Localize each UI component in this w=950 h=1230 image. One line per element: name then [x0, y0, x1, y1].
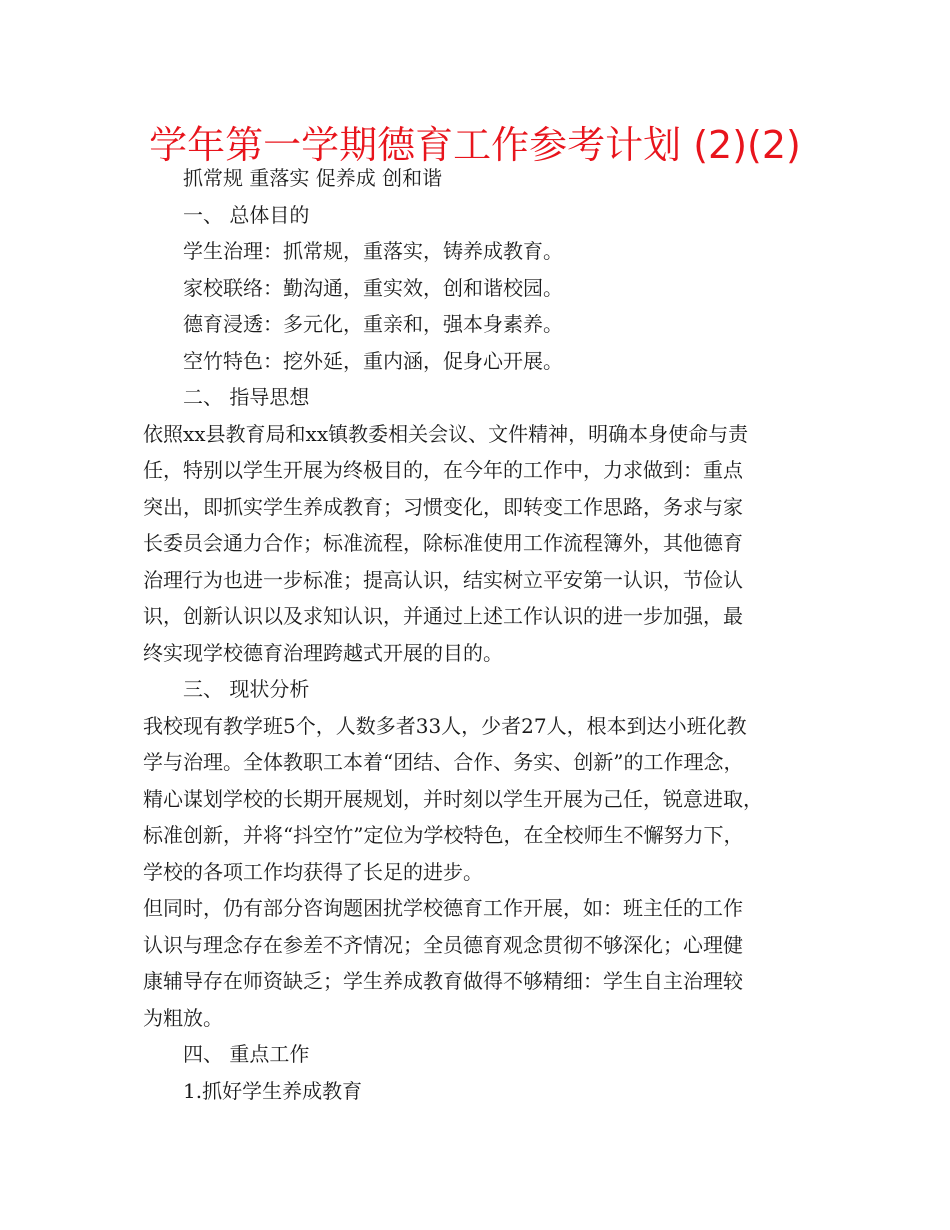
paragraph-line: 任，特别以学生开展为终极目的，在今年的工作中，力求做到：重点	[143, 458, 743, 482]
paragraph-line: 长委员会通力合作；标准流程，除标准使用工作流程簿外，其他德育	[143, 531, 743, 555]
goal-item: 学生治理：抓常规，重落实，铸养成教育。	[183, 239, 563, 263]
section-heading-goals: 一、 总体目的	[183, 202, 310, 227]
goal-item: 德育浸透：多元化，重亲和，强本身素养。	[183, 312, 563, 336]
key-work-item: 1.抓好学生养成教育	[183, 1078, 363, 1103]
paragraph-line: 突出，即抓实学生养成教育；习惯变化，即转变工作思路，务求与家	[143, 494, 743, 519]
paragraph-line: 我校现有教学班5个，人数多者33人，少者27人，根本到达小班化教	[143, 713, 747, 738]
paragraph-line: 为粗放。	[143, 1005, 223, 1030]
paragraph-line: 识，创新认识以及求知认识，并通过上述工作认识的进一步加强，最	[143, 604, 743, 628]
goal-item: 空竹特色：挖外延，重内涵，促身心开展。	[183, 348, 563, 373]
paragraph-line: 终实现学校德育治理跨越式开展的目的。	[143, 640, 503, 665]
paragraph-line: 但同时，仍有部分咨询题困扰学校德育工作开展，如：班主任的工作	[143, 896, 743, 920]
section-heading-analysis: 三、 现状分析	[183, 677, 310, 701]
paragraph-line: 学校的各项工作均获得了长足的进步。	[143, 859, 483, 884]
slogan: 抓常规 重落实 促养成 创和谐	[183, 166, 443, 190]
paragraph-line: 学与治理。全体教职工本着“团结、合作、务实、创新”的工作理念，	[143, 750, 744, 774]
paragraph-line: 标准创新，并将“抖空竹”定位为学校特色，在全校师生不懈努力下，	[143, 823, 744, 847]
paragraph-line: 治理行为也进一步标准；提高认识，结实树立平安第一认识，节俭认	[143, 567, 743, 592]
paragraph-line: 依照xx县教育局和xx镇教委相关会议、文件精神，明确本身使命与责	[143, 421, 749, 446]
document-body	[143, 160, 813, 1109]
section-heading-guidance: 二、 指导思想	[183, 385, 310, 409]
paragraph-line: 认识与理念存在参差不齐情况；全员德育观念贯彻不够深化；心理健	[143, 932, 743, 957]
paragraph-line: 康辅导存在师资缺乏；学生养成教育做得不够精细：学生自主治理较	[143, 969, 743, 993]
paragraph-line: 精心谋划学校的长期开展规划，并时刻以学生开展为己任，锐意进取，	[143, 786, 763, 811]
section-heading-key-work: 四、 重点工作	[183, 1042, 310, 1066]
document-title: 学年第一学期德育工作参考计划 (2)(2)	[149, 123, 801, 167]
goal-item: 家校联络：勤沟通，重实效，创和谐校园。	[183, 275, 563, 300]
